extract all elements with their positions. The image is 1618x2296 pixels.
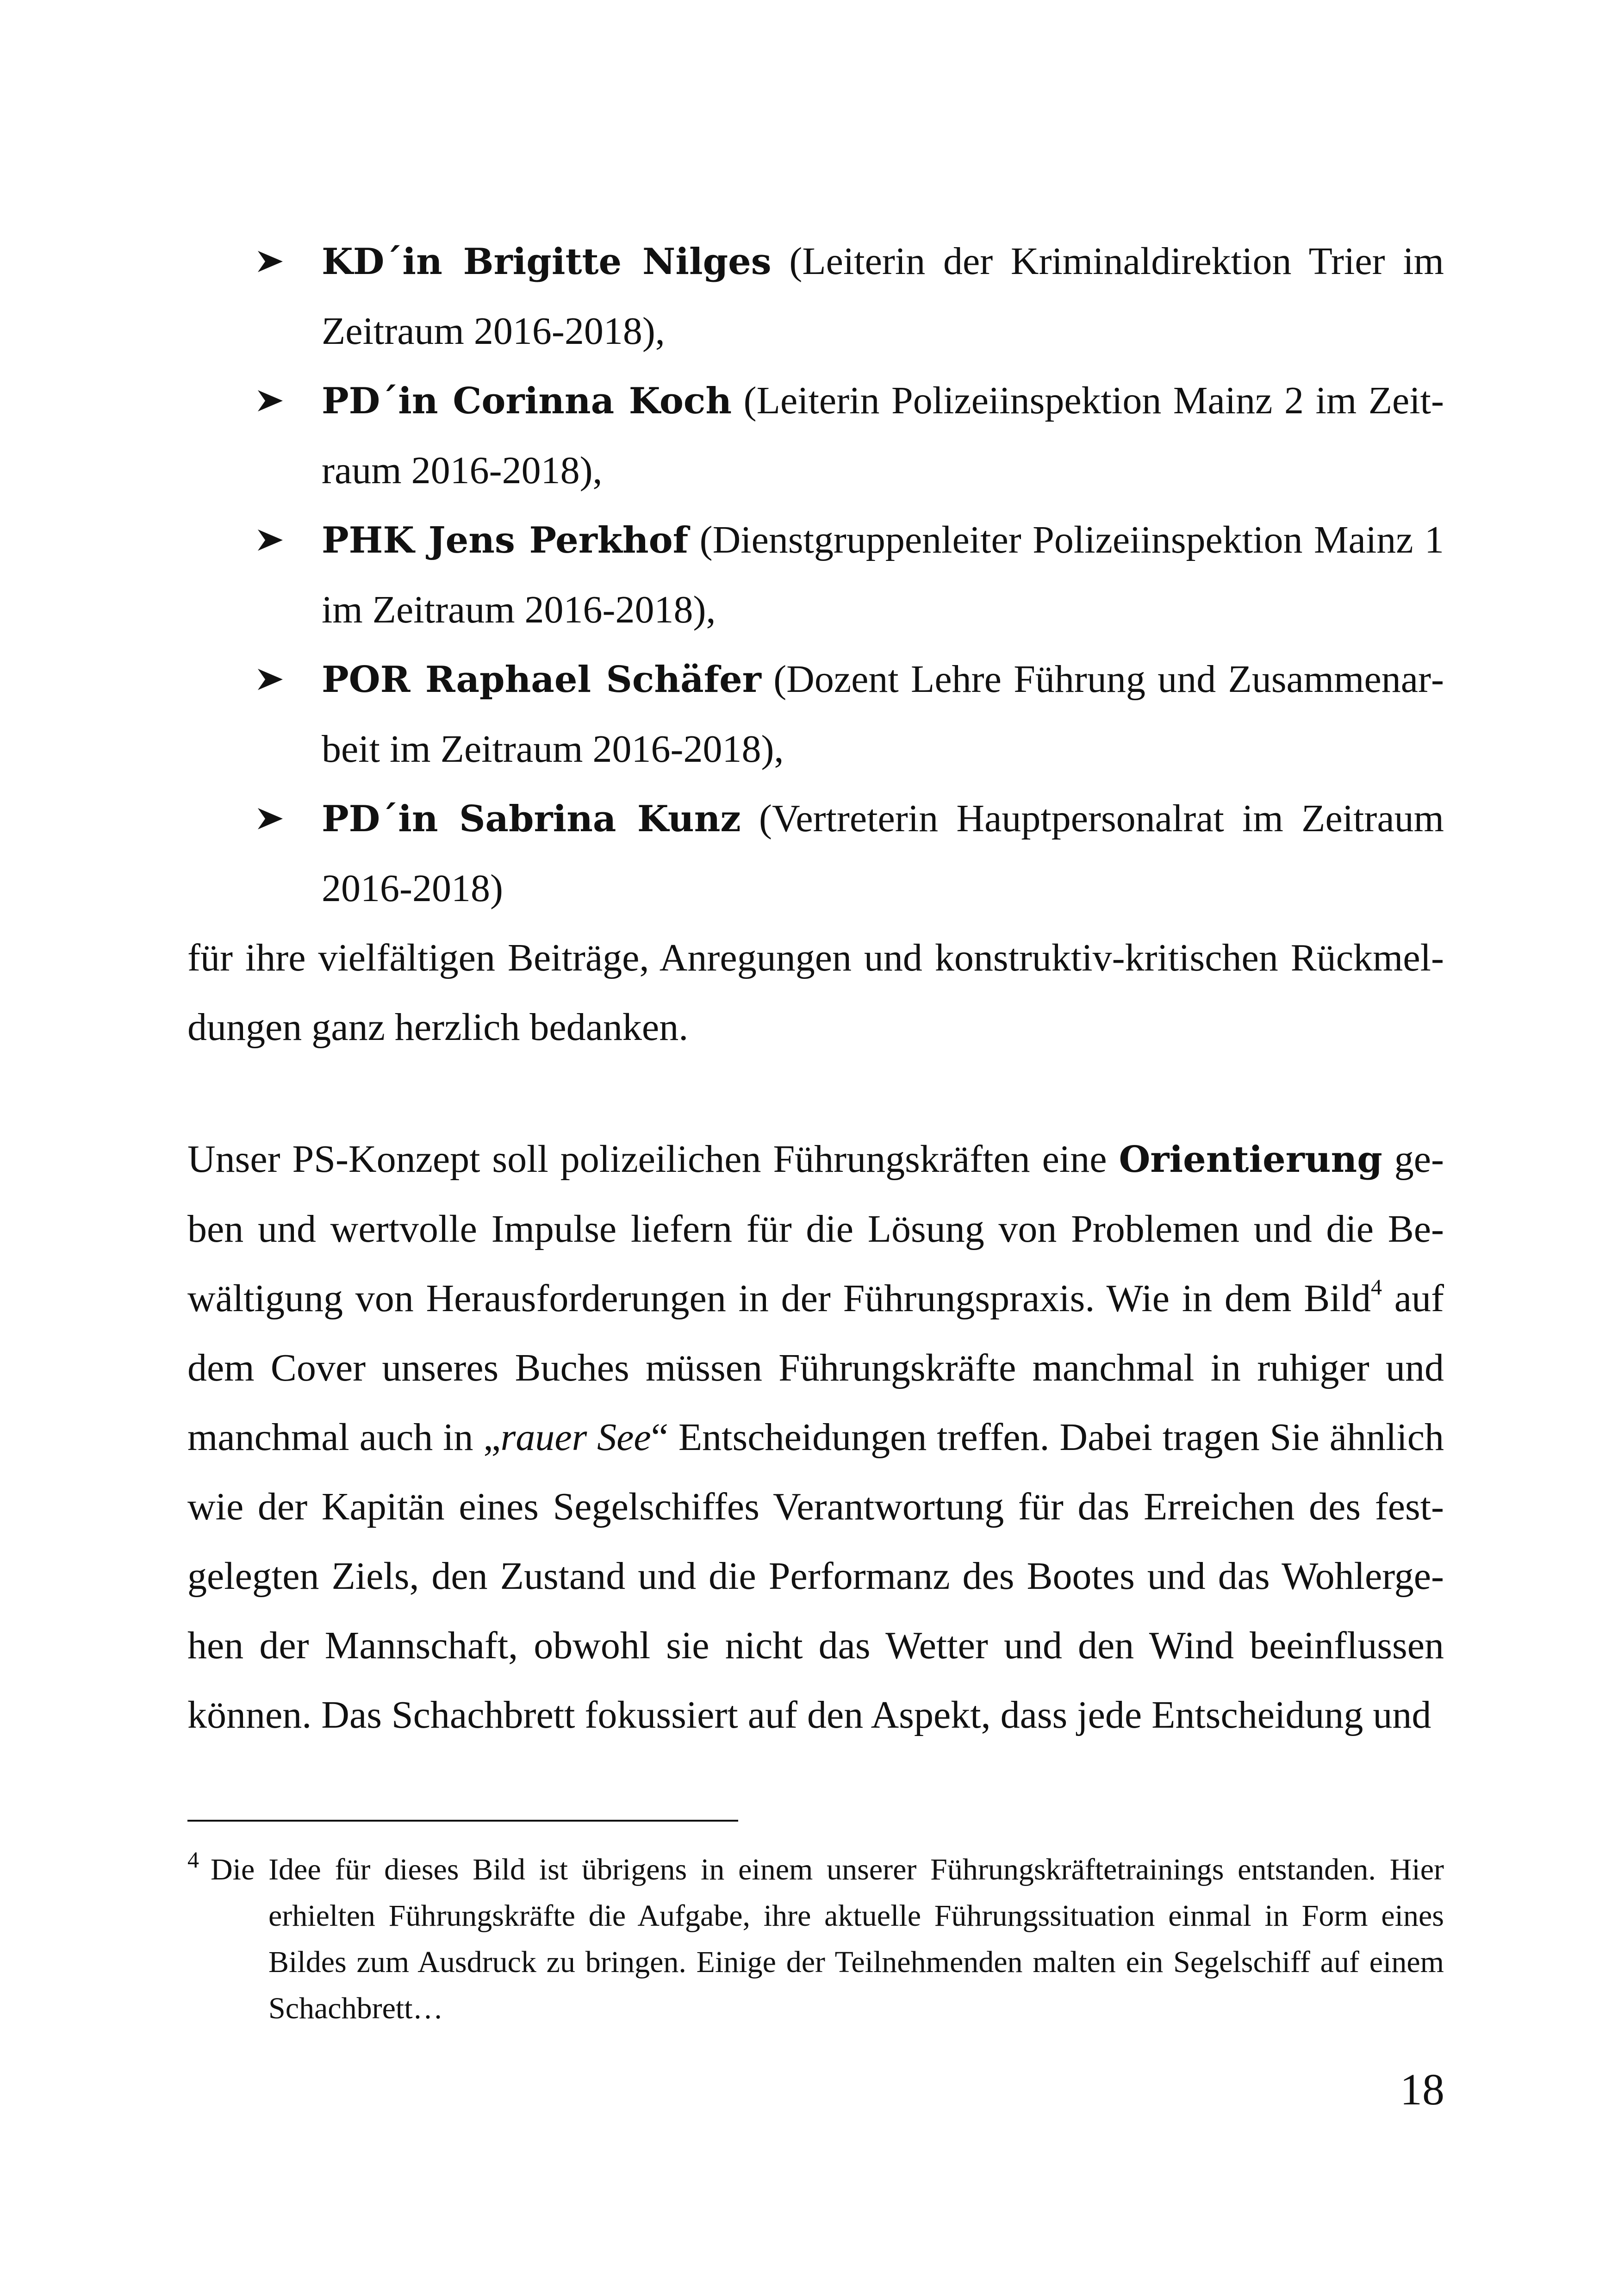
paragraph-text: Unser PS-Konzept soll polizeilichen Führungskräften eine: [187, 1138, 1119, 1181]
person-name: KD´in Brigitte Nilges: [322, 241, 772, 283]
acknowledgement-list: [187, 227, 1444, 923]
person-detail: (Leiterin Polizeiinspektion Mainz 2 im Zeitraum 2016-2018),: [322, 379, 1444, 492]
footnote-divider: [187, 1820, 738, 1822]
footnote-reference[interactable]: 4: [1370, 1275, 1382, 1300]
list-item: [187, 784, 1444, 923]
page-number: 18: [1400, 2065, 1444, 2114]
paragraph-text: geben und wertvolle Impulse liefern für die Lösung von Problemen und die Bewältigung von Herausforderungen in der Führungspraxis. Wie in dem Bild: [187, 1138, 1444, 1320]
list-item: [187, 505, 1444, 645]
list-item: [187, 227, 1444, 366]
footnote-text-content: Die Idee für dieses Bild ist übrigens in einem unserer Führungskräftetrainings entstanden. Hier erhielten Führungskräfte die Aufgabe, ihre aktuelle Führungssituation einmal in Form eines Bildes zum Ausdruck zu bringen. Einige der Teilnehmenden malten ein Segelschiff auf einem Schachbrett…: [211, 1853, 1444, 2025]
footnote-body: [187, 1847, 1444, 2032]
emphasis-orientierung: Orientierung: [1119, 1139, 1382, 1181]
body-text: [187, 227, 1444, 1750]
person-detail: (Vertreterin Hauptpersonalrat im Zeitraum 2016-2018): [322, 797, 1444, 910]
list-item: [187, 366, 1444, 505]
arrow-bullet-icon: [257, 784, 294, 853]
arrow-bullet-icon: [257, 505, 294, 575]
arrow-bullet-icon: [257, 227, 294, 296]
footnote: [187, 1847, 1444, 2032]
person-name: PD´in Sabrina Kunz: [322, 798, 741, 840]
thanks-paragraph: für ihre vielfältigen Beiträge, Anregungen und konstruktiv-kritischen Rückmeldungen ganz herzlich bedanken.: [187, 936, 1444, 1049]
paragraph-text: auf dem Cover unseres Buches müssen Führungskräfte manchmal in ruhiger und manchmal auch in „: [187, 1277, 1444, 1459]
footnote-number: 4: [187, 1847, 199, 1873]
person-detail: (Leiterin der Kriminaldirektion Trier im Zeitraum 2016-2018),: [322, 240, 1444, 353]
paragraph-text: “ Entscheidungen treffen. Dabei tragen Sie ähnlich wie der Kapitän eines Segelschiffes Verantwortung für das Erreichen des festgelegten Ziels, den Zustand und die Performanz des Bootes und das Wohlergehen der Mannschaft, obwohl sie nicht das Wetter und den Wind beeinflussen können. Das Schachbrett fokussiert auf den Aspekt, dass jede Entscheidung und: [187, 1416, 1444, 1736]
arrow-bullet-icon: [257, 645, 294, 714]
person-detail: (Dozent Lehre Führung und Zusammenarbeit im Zeitraum 2016-2018),: [322, 658, 1444, 771]
person-detail: (Dienstgruppenleiter Polizeiinspektion Mainz 1 im Zeitraum 2016-2018),: [322, 518, 1444, 631]
italic-rauer-see: rauer See: [500, 1416, 651, 1459]
person-name: PD´in Corinna Koch: [322, 380, 732, 422]
arrow-bullet-icon: [257, 366, 294, 436]
list-item: [187, 645, 1444, 784]
footnote-text: [211, 1847, 1444, 2032]
person-name: PHK Jens Perkhof: [322, 519, 689, 561]
main-paragraph: [187, 1125, 1444, 1750]
person-name: POR Raphael Schäfer: [322, 659, 761, 701]
